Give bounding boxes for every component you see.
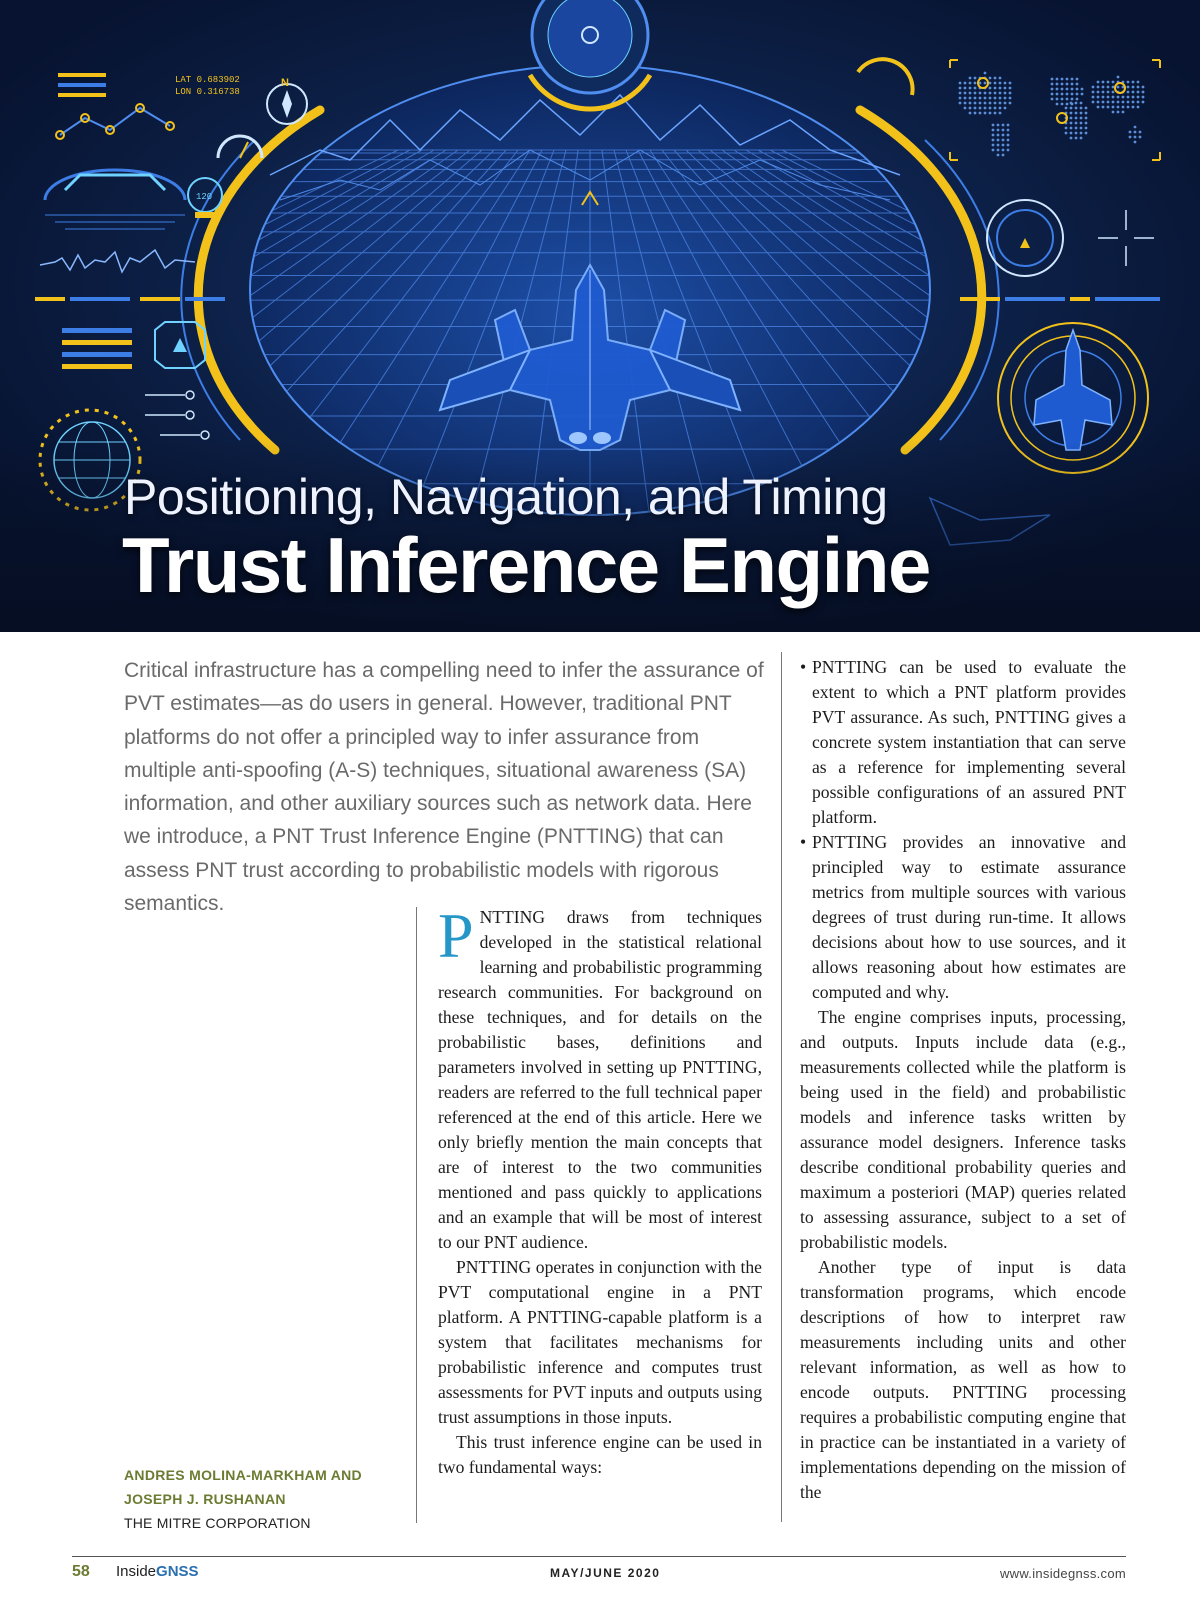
- map-dot: [1056, 98, 1059, 101]
- map-dot: [1002, 134, 1005, 137]
- map-dot: [1009, 102, 1012, 105]
- map-dot: [1070, 102, 1073, 105]
- map-dot: [984, 102, 987, 105]
- bullet-item: [800, 655, 1126, 830]
- map-dot: [964, 107, 967, 110]
- map-dot: [984, 82, 987, 85]
- map-dot: [1117, 96, 1120, 99]
- column-rule: [416, 907, 417, 1523]
- map-dot: [1132, 101, 1135, 104]
- map-dot: [1075, 132, 1078, 135]
- map-dot: [1122, 106, 1125, 109]
- map-dot: [999, 77, 1002, 80]
- map-dot: [992, 134, 995, 137]
- map-dot: [979, 92, 982, 95]
- map-dot: [1051, 93, 1054, 96]
- map-dot: [1112, 106, 1115, 109]
- map-dot: [1102, 91, 1105, 94]
- map-dot: [974, 102, 977, 105]
- map-dot: [1071, 83, 1074, 86]
- map-dot: [1097, 91, 1100, 94]
- map-dot: [1002, 144, 1005, 147]
- map-dot: [1070, 137, 1073, 140]
- map-dot: [959, 102, 962, 105]
- map-dot: [1142, 86, 1145, 89]
- map-dot: [1070, 127, 1073, 130]
- map-dot: [989, 77, 992, 80]
- map-dot: [997, 149, 1000, 152]
- map-dot: [989, 102, 992, 105]
- map-dot: [1061, 98, 1064, 101]
- map-dot: [1122, 111, 1125, 114]
- map-dot: [989, 92, 992, 95]
- map-dot: [984, 92, 987, 95]
- map-dot: [1081, 88, 1084, 91]
- map-dot: [997, 124, 1000, 127]
- map-dot: [1085, 132, 1088, 135]
- map-dot: [1004, 82, 1007, 85]
- map-dot: [1117, 76, 1120, 79]
- map-dot: [989, 112, 992, 115]
- map-dot: [1066, 93, 1069, 96]
- body-paragraph: [438, 900, 762, 1255]
- map-dot: [964, 97, 967, 100]
- map-dot: [1102, 86, 1105, 89]
- map-dot: [1075, 112, 1078, 115]
- map-dot: [1137, 91, 1140, 94]
- map-dot: [1102, 101, 1105, 104]
- map-dot: [1142, 91, 1145, 94]
- map-dot: [1080, 107, 1083, 110]
- map-dot: [1139, 136, 1142, 139]
- map-dot: [1076, 98, 1079, 101]
- map-dot: [992, 139, 995, 142]
- bullet-text: PNTTING provides an innovative and principled way to estimate assurance metrics from multiple sources with various degrees of trust during run-time. It allows decisions about how to use sources, and it allows reasoning about how estimates are computed and why.: [812, 832, 1126, 1002]
- map-dot: [1085, 127, 1088, 130]
- map-dot: [1137, 96, 1140, 99]
- map-dot: [959, 82, 962, 85]
- map-dot: [1076, 88, 1079, 91]
- map-dot: [1080, 137, 1083, 140]
- map-dot: [1056, 83, 1059, 86]
- map-dot: [992, 144, 995, 147]
- map-dot: [979, 112, 982, 115]
- map-dot: [1142, 96, 1145, 99]
- map-dot: [974, 107, 977, 110]
- map-dot: [1102, 106, 1105, 109]
- map-dot: [1061, 83, 1064, 86]
- bullet-text: PNTTING can be used to evaluate the extent to which a PNT platform provides PVT assurance. As such, PNTTING gives a concrete system instantiation that can serve as a reference for implementing several possible configurations of an assured PNT platform.: [812, 657, 1126, 827]
- map-dot: [1085, 112, 1088, 115]
- author-names: ANDRES MOLINA-MARKHAM AND: [124, 1467, 362, 1483]
- map-dot: [994, 82, 997, 85]
- map-dot: [969, 112, 972, 115]
- map-dot: [1007, 144, 1010, 147]
- map-dot: [1092, 91, 1095, 94]
- map-dot: [984, 107, 987, 110]
- gauge-value: 120: [196, 192, 213, 202]
- drop-cap: P: [438, 900, 474, 971]
- map-dot: [1097, 106, 1100, 109]
- map-dot: [1056, 103, 1059, 106]
- map-dot: [1080, 122, 1083, 125]
- body-column-middle: [438, 900, 762, 1480]
- map-dot: [1066, 98, 1069, 101]
- map-dot: [1112, 111, 1115, 114]
- map-dot: [989, 87, 992, 90]
- map-dot: [1002, 124, 1005, 127]
- map-dot: [1004, 92, 1007, 95]
- map-dot: [997, 154, 1000, 157]
- map-dot: [992, 129, 995, 132]
- map-dot: [1066, 83, 1069, 86]
- map-dot: [1132, 81, 1135, 84]
- map-dot: [969, 97, 972, 100]
- map-dot: [1070, 112, 1073, 115]
- map-dot: [959, 92, 962, 95]
- map-dot: [1080, 132, 1083, 135]
- body-column-right: [800, 655, 1126, 1505]
- map-dot: [1092, 86, 1095, 89]
- map-dot: [1127, 81, 1130, 84]
- map-dot: [1127, 106, 1130, 109]
- map-dot: [1137, 101, 1140, 104]
- map-dot: [1102, 81, 1105, 84]
- map-dot: [1076, 83, 1079, 86]
- map-dot: [1137, 86, 1140, 89]
- map-dot: [1112, 86, 1115, 89]
- map-dot: [999, 97, 1002, 100]
- map-dot: [969, 102, 972, 105]
- author-names: JOSEPH J. RUSHANAN: [124, 1491, 286, 1507]
- map-dot: [1004, 87, 1007, 90]
- map-dot: [1071, 78, 1074, 81]
- map-dot: [969, 87, 972, 90]
- map-dot: [1061, 93, 1064, 96]
- hero-kicker: Positioning, Navigation, and Timing: [124, 469, 888, 525]
- map-dot: [1051, 78, 1054, 81]
- map-dot: [1061, 88, 1064, 91]
- map-dot: [1107, 91, 1110, 94]
- map-dot: [989, 107, 992, 110]
- map-dot: [1009, 97, 1012, 100]
- map-dot: [959, 87, 962, 90]
- map-dot: [1122, 101, 1125, 104]
- map-dot: [1070, 132, 1073, 135]
- map-dot: [1002, 129, 1005, 132]
- map-dot: [1107, 96, 1110, 99]
- author-affiliation: THE MITRE CORPORATION: [124, 1515, 311, 1531]
- map-dot: [1085, 117, 1088, 120]
- map-dot: [1112, 101, 1115, 104]
- map-dot: [994, 102, 997, 105]
- map-dot: [1097, 101, 1100, 104]
- map-dot: [1075, 122, 1078, 125]
- map-dot: [1132, 106, 1135, 109]
- map-dot: [1132, 86, 1135, 89]
- map-dot: [994, 77, 997, 80]
- body-paragraph: This trust inference engine can be used in two fundamental ways:: [438, 1432, 762, 1477]
- map-dot: [1066, 103, 1069, 106]
- map-dot: [1070, 107, 1073, 110]
- lon-readout: LON 0.316738: [175, 87, 240, 97]
- map-dot: [984, 97, 987, 100]
- map-dot: [1127, 91, 1130, 94]
- map-dot: [1107, 106, 1110, 109]
- map-dot: [969, 82, 972, 85]
- map-dot: [994, 112, 997, 115]
- map-dot: [1097, 86, 1100, 89]
- bullet-icon: •: [800, 657, 807, 677]
- map-dot: [1134, 126, 1137, 129]
- map-dot: [1009, 82, 1012, 85]
- radar-globe-icon: [530, 0, 650, 109]
- map-dot: [989, 97, 992, 100]
- map-dot: [1127, 96, 1130, 99]
- map-dot: [989, 82, 992, 85]
- map-dot: [1080, 102, 1083, 105]
- map-dot: [964, 87, 967, 90]
- map-dot: [1009, 92, 1012, 95]
- map-dot: [992, 124, 995, 127]
- map-dot: [994, 107, 997, 110]
- map-dot: [1080, 127, 1083, 130]
- map-dot: [1065, 127, 1068, 130]
- hero-illustration: [0, 0, 1200, 632]
- map-dot: [1004, 107, 1007, 110]
- map-dot: [999, 82, 1002, 85]
- map-dot: [1075, 102, 1078, 105]
- map-dot: [1076, 93, 1079, 96]
- map-dot: [1061, 78, 1064, 81]
- map-dot: [1066, 78, 1069, 81]
- map-dot: [1075, 137, 1078, 140]
- map-dot: [1065, 132, 1068, 135]
- map-dot: [1112, 81, 1115, 84]
- map-dot: [979, 97, 982, 100]
- map-dot: [1066, 88, 1069, 91]
- body-paragraph: The engine comprises inputs, processing, and outputs. Inputs include data (e.g., measurements collected while the platform is being used in the field) and probabilistic models and inference tasks written by assurance model designers. Inference tasks describe conditional probability queries and maximum a posteriori (MAP) queries related to assessing assurance, subject to a set of probabilistic models.: [800, 1007, 1126, 1252]
- compass-label: N: [281, 77, 289, 89]
- map-dot: [1076, 78, 1079, 81]
- map-dot: [979, 102, 982, 105]
- map-dot: [1092, 96, 1095, 99]
- map-dot: [1004, 102, 1007, 105]
- map-dot: [1007, 134, 1010, 137]
- map-dot: [1081, 93, 1084, 96]
- map-dot: [994, 87, 997, 90]
- map-dot: [1051, 83, 1054, 86]
- map-dot: [1007, 129, 1010, 132]
- map-dot: [959, 97, 962, 100]
- map-dot: [1127, 86, 1130, 89]
- map-dot: [1071, 98, 1074, 101]
- map-dot: [999, 102, 1002, 105]
- map-dot: [999, 87, 1002, 90]
- map-dot: [1142, 101, 1145, 104]
- map-dot: [1071, 88, 1074, 91]
- map-dot: [1061, 103, 1064, 106]
- map-dot: [1092, 101, 1095, 104]
- map-dot: [1107, 101, 1110, 104]
- map-dot: [1102, 96, 1105, 99]
- map-dot: [974, 82, 977, 85]
- map-dot: [1051, 88, 1054, 91]
- map-dot: [997, 129, 1000, 132]
- map-dot: [1075, 117, 1078, 120]
- map-dot: [974, 112, 977, 115]
- map-dot: [1134, 131, 1137, 134]
- bullet-icon: •: [800, 832, 807, 852]
- map-dot: [1004, 97, 1007, 100]
- website-url: www.insidegnss.com: [999, 1566, 1126, 1581]
- map-dot: [979, 107, 982, 110]
- map-dot: [1070, 117, 1073, 120]
- map-dot: [1002, 154, 1005, 157]
- map-dot: [1051, 98, 1054, 101]
- map-dot: [992, 149, 995, 152]
- bullet-item: [800, 830, 1126, 1005]
- map-dot: [1134, 141, 1137, 144]
- map-dot: [1122, 96, 1125, 99]
- map-dot: [1112, 96, 1115, 99]
- map-dot: [974, 92, 977, 95]
- map-dot: [994, 92, 997, 95]
- column-rule: [781, 652, 782, 1522]
- map-dot: [1007, 124, 1010, 127]
- map-dot: [1070, 122, 1073, 125]
- map-dot: [1137, 81, 1140, 84]
- map-dot: [999, 107, 1002, 110]
- map-dot: [1085, 122, 1088, 125]
- map-dot: [997, 139, 1000, 142]
- map-dot: [997, 134, 1000, 137]
- map-dot: [974, 77, 977, 80]
- map-dot: [994, 97, 997, 100]
- map-dot: [1097, 96, 1100, 99]
- map-dot: [1002, 149, 1005, 152]
- map-dot: [1065, 107, 1068, 110]
- paragraph-text: NTTING draws from techniques developed in the statistical relational learning and probabilistic programming research communities. For background on these techniques, and for details on the probabilistic bases, definitions and parameters involved in setting up PNTTING, readers are referred to the full technical paper referenced at the end of this article. Here we only briefly mention the main concepts that are of interest to the two communities mentioned and pass quickly to applications and an example that will be most of interest to our PNT audience.: [438, 907, 762, 1252]
- map-dot: [1112, 91, 1115, 94]
- lat-readout: LAT 0.683902: [175, 75, 240, 85]
- map-dot: [1080, 117, 1083, 120]
- map-dot: [964, 92, 967, 95]
- map-dot: [1117, 106, 1120, 109]
- map-dot: [1002, 139, 1005, 142]
- map-dot: [969, 107, 972, 110]
- map-dot: [969, 77, 972, 80]
- map-dot: [999, 92, 1002, 95]
- map-dot: [1117, 101, 1120, 104]
- issue-date: MAY/JUNE 2020: [550, 1566, 661, 1580]
- map-dot: [974, 87, 977, 90]
- byline: [124, 1463, 362, 1535]
- map-dot: [1134, 136, 1137, 139]
- map-dot: [1085, 107, 1088, 110]
- map-dot: [1075, 107, 1078, 110]
- map-dot: [1107, 81, 1110, 84]
- body-paragraph: PNTTING operates in conjunction with the PVT computational engine in a PNT platform. A PNTTING-capable platform is a system that facilitates mechanisms for probabilistic inference and computes trust assessments for PVT inputs and outputs using trust assumptions in those inputs.: [438, 1257, 762, 1427]
- map-dot: [984, 112, 987, 115]
- hero-title: Trust Inference Engine: [122, 521, 930, 609]
- map-dot: [1107, 86, 1110, 89]
- map-dot: [1056, 78, 1059, 81]
- publication-name: [116, 1563, 199, 1580]
- map-dot: [964, 82, 967, 85]
- map-dot: [1129, 131, 1132, 134]
- map-dot: [984, 72, 987, 75]
- map-dot: [1007, 139, 1010, 142]
- map-dot: [974, 97, 977, 100]
- map-dot: [964, 102, 967, 105]
- publication-prefix: Inside: [116, 1563, 157, 1580]
- map-dot: [1007, 149, 1010, 152]
- map-dot: [1127, 101, 1130, 104]
- map-dot: [997, 144, 1000, 147]
- article-deck: Critical infrastructure has a compelling need to infer the assurance of PVT estimates—as do users in general. However, traditional PNT platforms do not offer a principled way to infer assurance from multiple anti-spoofing (A-S) techniques, situational awareness (SA) information, and other auxiliary sources such as network data. Here we introduce, a PNT Trust Inference Engine (PNTTING) that can assess PNT trust according to probabilistic models with rigorous semantics.: [124, 659, 764, 916]
- map-dot: [1071, 93, 1074, 96]
- map-dot: [999, 112, 1002, 115]
- map-dot: [1132, 91, 1135, 94]
- publication-suffix: GNSS: [156, 1563, 199, 1580]
- map-dot: [1139, 131, 1142, 134]
- map-dot: [1129, 136, 1132, 139]
- map-dot: [1117, 86, 1120, 89]
- map-dot: [1097, 81, 1100, 84]
- map-dot: [1132, 96, 1135, 99]
- map-dot: [1056, 88, 1059, 91]
- map-dot: [1009, 87, 1012, 90]
- map-dot: [1056, 93, 1059, 96]
- page-number: 58: [72, 1563, 90, 1580]
- map-dot: [1075, 127, 1078, 130]
- body-paragraph: Another type of input is data transformation programs, which encode descriptions of how to interpret raw measurements including units and other relevant information, as well as how to encode outputs. PNTTING processing requires a probabilistic computing engine that in practice can be instantiated in a variety of implementations depending on the mission of the: [800, 1257, 1126, 1502]
- footer-rule: [72, 1556, 1126, 1557]
- map-dot: [1137, 106, 1140, 109]
- map-dot: [969, 92, 972, 95]
- map-dot: [1117, 111, 1120, 114]
- map-dot: [1080, 112, 1083, 115]
